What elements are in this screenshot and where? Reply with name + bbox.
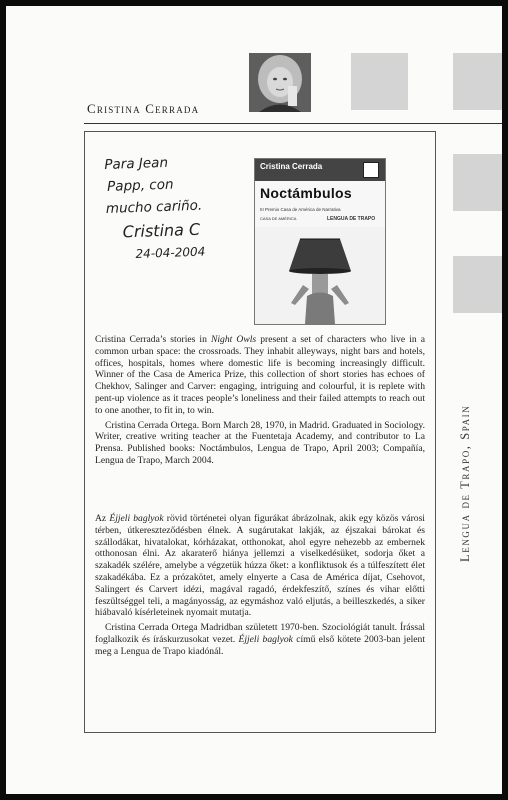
cover-publisher: CASA DE AMÉRICA [260,216,297,221]
signature: Cristina C [122,219,201,242]
publisher-side-label: Lengua de Trapo, Spain [458,404,472,562]
portrait-image [249,53,311,112]
header-rule [84,123,502,124]
decorative-square [453,53,502,110]
text-run: rövid történetei olyan figurákat ábrázolnak, akik egy közös városi térben, útkereszteződésben élnek. A sugárutakat lakják, az éjszakai bárokat és szállodákat, hivatalokat, kórházakat, otthonokat, ahol egyre nehezebb az embernek otthonosan élni. Az akaraterő hiánya jellemzi a viselkedésüket, sodorja őket a szakadék szélére, amelybe a végzetük húzza őket: a konfliktusok és a túlfeszített élet szakadékába. Ez a prózakötet, amely elnyerte a Casa de América díjat, Csehovot, Salingert és Carvert idézi, magával ragadó, érdekfeszítő, színes és vihar előtti feszültséggel teli, a magányosság, az egymáshoz való eljutás, a beilleszkedés, a siker hiábavaló kísérleteinek nyomait mutatja. [95,513,425,619]
dedication-line: Para Jean [104,154,169,173]
book-cover [254,158,386,325]
decorative-square [453,256,502,313]
english-paragraph [95,334,425,417]
english-biography: Cristina Cerrada Ortega. Born March 28, 1970, in Madrid. Graduated in Sociology. Writer, creative writing teacher at the Fuentetaja Academy, and contributor to La Prensa. Published books: Noctámbulos, Lengua de Trapo, April 2003; Compañía, Lengua de Trapo, March 2004. [95,419,425,466]
publisher-logo-icon [363,162,379,178]
book-title-italic: Night Owls [210,334,257,345]
book-page [6,6,502,794]
cover-author: Cristina Cerrada [260,162,323,171]
book-title-italic: Éjjeli baglyok [109,513,164,524]
dedication-date: 24-04-2004 [135,244,206,261]
hungarian-biography [95,622,425,657]
cover-prize: III Premio Casa de América de Narrativa [260,207,341,212]
cover-title: Noctámbulos [260,185,352,201]
text-run: present a set of characters who live in a common urban space: the crossroads. They inhabit alleyways, night bars and hotels, offices, hospitals, homes where domestic life is becoming increasingly difficult. Winner of the Casa de America Prize, this collection of short stories has echoes of Chekhov, Salinger and Carver: engaging, intriguing and colourful, it is replete with pent-up violence as it traces people’s loneliness and their failed attempts to reach out to one another, to fit in, to win. [95,334,425,416]
text-run: című első kötete 2003-ban jelent meg a Lengua de Trapo kiadónál. [95,633,425,657]
decorative-square [453,154,502,211]
english-description [95,334,425,467]
author-portrait [249,53,311,112]
hungarian-description [95,513,425,658]
text-run: Cristina Cerrada Ortega Madridban született 1970-ben. Szociológiát tanult. Írással foglalkozik és íráskurzusokat vezet. [95,622,425,645]
cover-publisher: LENGUA DE TRAPO [327,216,376,222]
text-run: Cristina Cerrada’s stories in [95,334,211,345]
hungarian-paragraph [95,513,425,619]
decorative-square [351,53,408,110]
book-title-italic: Éjjeli baglyok [238,633,293,645]
text-run: Az [95,513,110,524]
author-name: Cristina Cerrada [87,101,200,116]
dedication-line: Papp, con [106,176,174,195]
dedication-line: mucho cariño. [105,197,203,217]
handwritten-dedication [104,149,258,266]
cover-illustration [255,227,385,324]
